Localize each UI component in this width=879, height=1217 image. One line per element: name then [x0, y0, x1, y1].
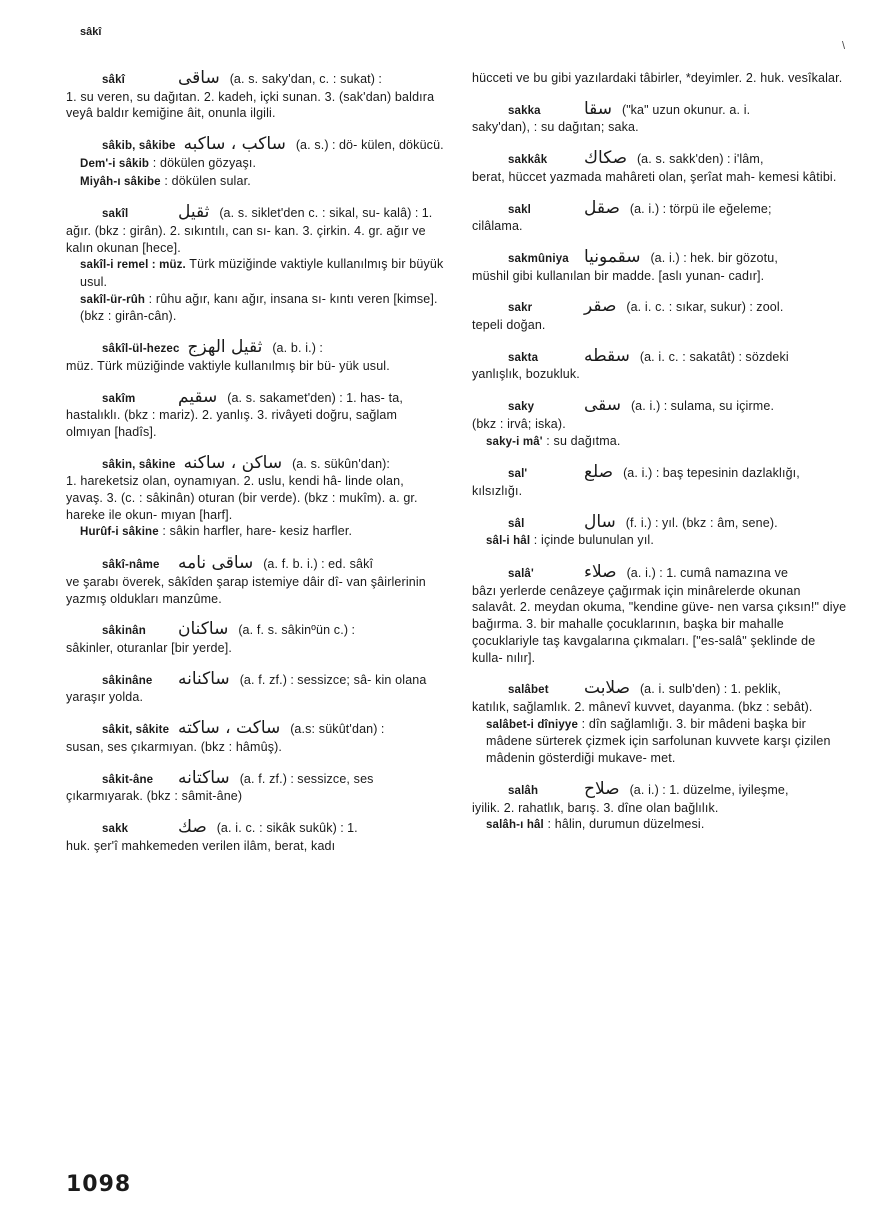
sub-entry-term: sâl-i hâl	[486, 535, 531, 548]
arabic-spelling: ساكب ، ساكبه	[183, 134, 286, 155]
entry-definition-line: huk. şer'î mahkemeden verilen ilâm, berat, kadı	[66, 838, 336, 853]
entry-first-line	[66, 816, 444, 838]
entry-first-line	[472, 70, 848, 87]
sub-entry	[472, 433, 848, 451]
arabic-spelling: ساكت ، ساكته	[178, 718, 281, 739]
sub-entry-definition: : hâlin, durumun düzelmesi.	[543, 817, 705, 832]
arabic-spelling: سقيم	[178, 386, 218, 407]
sub-entry-definition: : içinde bulunulan yıl.	[530, 533, 654, 548]
entry-definition-line: tepeli doğan.	[472, 318, 546, 333]
entry-first-line	[472, 246, 848, 268]
dictionary-entry	[472, 464, 848, 499]
arabic-spelling: سقا	[584, 98, 613, 119]
entry-first-line	[472, 150, 848, 169]
dictionary-entry	[472, 298, 848, 333]
dictionary-entry	[66, 204, 444, 325]
sub-entry	[66, 291, 444, 325]
sub-entry	[66, 256, 444, 290]
entry-definition: (a. i.) : törpü ile eğeleme;	[629, 201, 772, 216]
entry-headword: sakk	[102, 822, 129, 835]
arabic-spelling: ساكنانه	[178, 668, 230, 689]
dictionary-entry	[472, 564, 848, 666]
entry-headword: salâbet	[508, 684, 549, 697]
entry-first-line	[66, 136, 444, 155]
entry-first-line	[66, 204, 444, 256]
sub-entry-definition: : dökülen sular.	[160, 173, 251, 188]
entry-definition-line: çıkarmıyarak. (bkz : sâmit-âne)	[66, 789, 243, 804]
entry-headword: sâkî-nâme	[102, 559, 160, 572]
arabic-spelling: صلابت	[584, 678, 631, 699]
entry-definition-line: saky'dan), : su dağıtan; saka.	[472, 120, 639, 135]
arabic-spelling: صقل	[584, 197, 620, 218]
dictionary-entry	[472, 70, 848, 87]
entry-definition: (a. s. sakamet'den) : 1. has- ta, hastalıklı. (bkz : mariz). 2. yanlış. 3. rivâyeti doğru, sağlam olmıyan [hadîs].	[66, 390, 403, 439]
entry-headword: sâkin, sâkine	[102, 458, 176, 471]
entry-headword: sakr	[508, 302, 533, 315]
entry-definition: (a. f. zf.) : sessizce; sâ- kin olana yaraşır yolda.	[66, 672, 427, 705]
arabic-spelling: صلع	[584, 462, 614, 483]
sub-entry-term: salâh-ı hâl	[486, 819, 544, 832]
arabic-spelling: صك	[178, 816, 207, 837]
entry-headword: sakmûniya	[508, 252, 569, 265]
entry-headword: sâkib, sâkibe	[102, 140, 176, 153]
entry-first-line	[66, 621, 444, 640]
entry-first-line	[472, 197, 848, 219]
arabic-spelling: ساقى نامه	[178, 553, 254, 574]
sub-entry-term: Dem'-i sâkib	[80, 157, 150, 170]
entry-definition: hücceti ve bu gibi yazılardaki tâbirler, *deyimler. 2. huk. vesîkalar.	[472, 71, 843, 85]
dictionary-entry	[66, 452, 444, 542]
sub-entry-term: sakîl-ür-rûh	[80, 293, 146, 306]
entry-definition: (a. i.) : baş tepesinin dazlaklığı,	[623, 466, 800, 481]
entry-definition: (a. i.) : 1. düzelme, iyileşme,	[629, 782, 789, 797]
entry-definition-line: (bkz : irvâ; iska).	[472, 416, 566, 431]
sub-entry-definition: : dökülen gözyaşı.	[149, 155, 257, 170]
entry-definition: ("ka" uzun okunur. a. i.	[622, 102, 751, 117]
entry-definition: (a. i. c. : sikâk sukûk) : 1.	[216, 820, 358, 835]
arabic-spelling: سقمونيا	[584, 246, 641, 267]
arabic-spelling: ثقيل الهزج	[187, 337, 263, 358]
entry-definition: (a.s: sükût'dan) :	[290, 722, 385, 737]
sub-entry-definition: : sâkin harfler, hare- kesiz harfler.	[158, 524, 353, 539]
entry-definition: (f. i.) : yıl. (bkz : âm, sene).	[625, 515, 778, 530]
sub-entry-definition: : su dağıtma.	[542, 433, 621, 448]
arabic-spelling: صقر	[584, 296, 617, 317]
arabic-spelling: سال	[584, 511, 616, 532]
right-column	[472, 70, 848, 848]
sub-entry-term: Miyâh-ı sâkibe	[80, 175, 161, 188]
dictionary-entry	[66, 621, 444, 656]
entry-headword: salâh	[508, 784, 539, 797]
entry-definition-line: iyilik. 2. rahatlık, barış. 3. dîne olan bağlılık.	[472, 800, 719, 815]
entry-definition: (a. i. c. : sıkar, sukur) : zool.	[626, 300, 784, 315]
sub-entry	[66, 155, 444, 173]
entry-definition: (a. f. b. i.) : ed. sâkî	[263, 557, 374, 572]
entry-headword: sâkîl-ül-hezec	[102, 343, 180, 356]
entry-first-line	[66, 555, 444, 574]
entry-headword: sakkâk	[508, 154, 548, 167]
entry-definition: (a. i. c. : sakatât) : sözdeki	[639, 349, 789, 364]
entry-definition-line: 1. su veren, su dağıtan. 2. kadeh, içki sunan. 3. (sak'dan) baldıra veyâ baldır kemiğine âit, onunla ilgili.	[66, 89, 435, 121]
dictionary-entry	[66, 70, 444, 122]
arabic-spelling: ساكنان	[178, 619, 229, 640]
entry-definition-line: susan, ses çıkarmıyan. (bkz : hâmûş).	[66, 739, 283, 754]
dictionary-entry	[472, 197, 848, 235]
sub-entry-term: sakîl-i remel : müz.	[80, 259, 186, 272]
entry-first-line	[472, 778, 848, 800]
arabic-spelling: صلاح	[584, 778, 620, 799]
dictionary-entry	[66, 720, 444, 755]
entry-definition: (a. s. sükûn'dan):	[292, 456, 390, 471]
arabic-spelling: ساكتانه	[178, 767, 230, 788]
entry-definition: (a. b. i.) :	[272, 341, 323, 356]
entry-headword: sakta	[508, 351, 539, 364]
sub-entry	[472, 816, 848, 834]
dictionary-entry	[66, 816, 444, 854]
entry-first-line	[472, 98, 848, 120]
entry-first-line	[472, 298, 848, 317]
sub-entry	[472, 716, 848, 767]
entry-definition: (a. s. sakk'den) : i'lâm,	[637, 152, 764, 167]
entry-headword: salâ'	[508, 568, 534, 581]
sub-entry-definition: Türk müziğinde vaktiyle kullanılmış bir büyük usul.	[80, 257, 444, 290]
entry-first-line	[66, 767, 444, 789]
entry-headword: sâkinân	[102, 625, 146, 638]
arabic-spelling: ثقيل	[178, 202, 210, 223]
sub-entry	[472, 532, 848, 550]
sub-entry-term: salâbet-i dîniyye	[486, 718, 579, 731]
entry-first-line	[472, 680, 848, 699]
entry-definition-line: ve şarabı överek, sâkîden şarap istemiye dâir dî- van şâirlerinin yazmış oldukları manzûme.	[66, 574, 426, 606]
dictionary-entry	[66, 767, 444, 805]
entry-headword: sâkit-âne	[102, 773, 154, 786]
entry-definition-line: berat, hüccet yazmada mahâreti olan, şerîat mah- kemesi kâtibi.	[472, 169, 837, 184]
arabic-spelling: سقطه	[584, 345, 630, 366]
entry-headword: sâkî	[102, 74, 125, 86]
entry-definition-line: kılsızlığı.	[472, 483, 523, 498]
entry-first-line	[66, 70, 444, 89]
running-head: sâkî	[80, 26, 102, 38]
page-number: 1098	[66, 1172, 132, 1197]
entry-first-line	[472, 511, 848, 533]
stray-mark: \	[842, 40, 846, 52]
entry-headword: sakîm	[102, 392, 136, 405]
entry-definition-line: müshil gibi kullanılan bir madde. [aslı yunan- cadır].	[472, 268, 765, 283]
entry-definition: (a. i.) : sulama, su içirme.	[631, 399, 775, 414]
dictionary-entry	[472, 98, 848, 136]
entry-definition-line: yanlışlık, bozukluk.	[472, 367, 580, 382]
entry-headword: sakîl	[102, 208, 129, 221]
sub-entry-term: Hurûf-i sâkine	[80, 526, 159, 539]
entry-definition: (a. f. s. sâkinºün c.) :	[238, 623, 355, 638]
entry-first-line	[66, 339, 444, 358]
entry-first-line	[472, 564, 848, 583]
dictionary-entry	[472, 397, 848, 450]
entry-first-line	[66, 452, 444, 474]
entry-headword: sal'	[508, 468, 528, 481]
arabic-spelling: صلاء	[584, 562, 617, 583]
entry-first-line	[66, 386, 444, 441]
entry-first-line	[472, 464, 848, 483]
sub-entry-definition: : rûhu ağır, kanı ağır, insana sı- kıntı veren [kimse]. (bkz : girân-cân).	[80, 291, 438, 324]
dictionary-entry	[472, 150, 848, 185]
entry-definition-line: müz. Türk müziğinde vaktiyle kullanılmış bir bü- yük usul.	[66, 358, 390, 373]
dictionary-entry	[472, 511, 848, 550]
arabic-spelling: صكاك	[584, 148, 628, 169]
arabic-spelling: سقى	[584, 395, 622, 416]
entry-definition-line: katılık, sağlamlık. 2. mânevî kuvvet, dayanma. (bkz : sebât).	[472, 699, 813, 714]
dictionary-entry	[472, 778, 848, 834]
dictionary-entry	[472, 246, 848, 284]
sub-entry	[66, 173, 444, 191]
entry-headword: sakka	[508, 104, 541, 117]
dictionary-entry	[66, 136, 444, 190]
entry-definition-line: 1. hareketsiz olan, oynamıyan. 2. uslu, kendi hâ- linde olan, yavaş. 3. (c. : sâkinân) oturan (bir verde). (bkz : mukîm). a. gr. hareke ile okun- mıyan [harf].	[66, 474, 418, 522]
dictionary-entry	[66, 555, 444, 607]
entry-headword: sâkinâne	[102, 674, 153, 687]
entry-definition-line: cilâlama.	[472, 219, 523, 234]
dictionary-entry	[66, 339, 444, 374]
entry-first-line	[66, 720, 444, 739]
entry-first-line	[472, 345, 848, 367]
entry-definition: (a. s.) : dö- külen, dökücü.	[295, 138, 444, 153]
dictionary-entry	[66, 668, 444, 706]
entry-definition: (a. s. siklet'den c. : sikal, su- kalâ) : 1. ağır. (bkz : girân). 2. sıkıntılı, can sı- kan. 3. çirkin. 4. gr. ağır ve kalın okunan [hece].	[66, 206, 433, 255]
sub-entry-term: saky-i mâ'	[486, 435, 543, 448]
arabic-spelling: ساكن ، ساكنه	[183, 452, 283, 473]
dictionary-entry	[472, 680, 848, 767]
arabic-spelling: ساقى	[178, 68, 220, 88]
entry-definition-line: sâkinler, oturanlar [bir yerde].	[66, 640, 232, 655]
entry-definition: (a. f. zf.) : sessizce, ses	[239, 771, 374, 786]
entry-definition: (a. i.) : hek. bir gözotu,	[650, 250, 779, 265]
entry-headword: sâkit, sâkite	[102, 724, 170, 737]
entry-definition: (a. i. sulb'den) : 1. peklik,	[640, 682, 782, 697]
entry-definition: (a. s. saky'dan, c. : sukat) :	[229, 72, 382, 86]
entry-headword: sakl	[508, 203, 531, 216]
entry-first-line	[66, 668, 444, 706]
sub-entry-definition: : dîn sağlamlığı. 3. bir mâdeni başka bir mâdene sürterek çizmek için sarfolunan kuvvete karşı çizilen mâdenin gösterdiği mukave- met.	[486, 716, 831, 766]
sub-entry	[66, 523, 444, 541]
entry-definition: (a. i.) : 1. cumâ namazına ve	[626, 566, 789, 581]
entry-definition-line: bâzı yerlerde cenâzeye çağırmak için minârelerde okunan salavât. 2. meydan okuma, "kendine güve- nen varsa çıksın!" diye bağırma. 3. bir mahalle çocuklarının, başka bir mahalle çocuklariyle taş kavgalarına çıkmaları. ["es-salâ" şeklinde de kulla- nılır].	[472, 583, 847, 665]
left-column	[66, 70, 444, 868]
dictionary-entry	[472, 345, 848, 383]
dictionary-entry	[66, 386, 444, 441]
entry-first-line	[472, 397, 848, 416]
entry-headword: sâl	[508, 517, 525, 530]
entry-headword: saky	[508, 401, 535, 414]
